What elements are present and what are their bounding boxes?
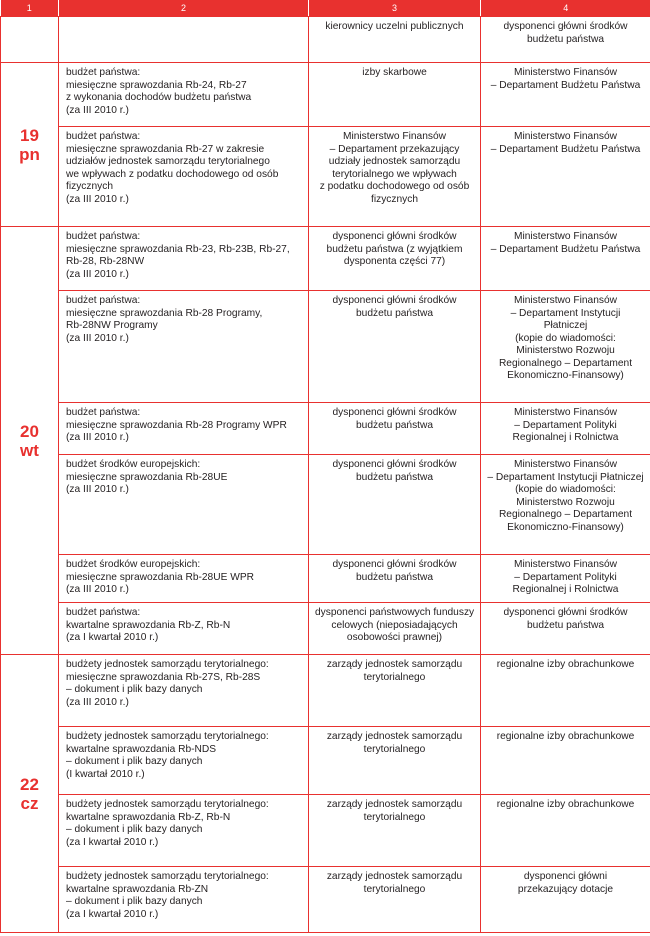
cell-line: – Departament Polityki [514, 571, 617, 583]
submitter-cell [309, 63, 481, 127]
cell-line: budżety jednostek samorządu terytorialnego: [66, 659, 269, 670]
cell-line: budżety jednostek samorządu terytorialnego: [66, 731, 269, 742]
cell-line: budżet środków europejskich: [66, 559, 201, 570]
table-row [1, 655, 650, 727]
header-row [1, 0, 650, 17]
cell-line: miesięczne sprawozdania Rb-23, Rb-23B, Rb-27, [66, 243, 290, 255]
cell-line: budżety jednostek samorządu terytorialnego: [66, 799, 269, 810]
submitter-cell [309, 867, 481, 933]
cell-line: – Departament Instytucji [510, 307, 621, 319]
table-row [1, 555, 650, 603]
cell-line: budżetu państwa [526, 33, 605, 45]
cell-line: terytorialnego [363, 883, 426, 895]
day-number: 20 [20, 421, 39, 441]
cell-line: kierownicy uczelni publicznych [325, 21, 464, 32]
cell-line: – Departament Instytucji Płatniczej [487, 471, 644, 483]
cell-line: Ministerstwo Rozwoju [516, 496, 615, 508]
cell-line: kwartalne sprawozdania Rb-Z, Rb-N [66, 811, 231, 823]
cell-line: (za III 2010 r.) [66, 332, 129, 344]
cell-line: (za I kwartał 2010 r.) [66, 632, 159, 643]
cell-line: (za III 2010 r.) [66, 696, 129, 708]
cell-line: – Departament przekazujący [329, 143, 460, 155]
cell-line: Ministerstwo Finansów [513, 231, 618, 242]
submitter-cell [309, 127, 481, 227]
cell-line: zarządy jednostek samorządu [326, 871, 463, 882]
cell-line: budżet państwa: [66, 607, 141, 618]
day-name: pn [19, 144, 40, 164]
cell-line: (za III 2010 r.) [66, 104, 129, 116]
report-description [59, 403, 309, 455]
cell-line: Regionalnej i Rolnictwa [512, 584, 619, 595]
cell-line: (za III 2010 r.) [66, 268, 129, 280]
table-row [1, 867, 650, 933]
cell-line: miesięczne sprawozdania Rb-28UE [66, 471, 228, 483]
cell-line: budżetu państwa [355, 571, 434, 583]
cell-line: dysponenci główni środków [332, 559, 457, 570]
cell-line: dysponenci główni środków [503, 21, 628, 32]
cell-line: kwartalne sprawozdania Rb-Z, Rb-N [66, 619, 231, 631]
submitter-cell [309, 795, 481, 867]
submitter-cell [309, 655, 481, 727]
recipient-cell [481, 867, 650, 933]
table-row [1, 403, 650, 455]
cell-line: izby skarbowe [362, 67, 427, 78]
cell-line: Rb-28NW Programy [66, 320, 158, 331]
cell-line: (kopie do wiadomości: [515, 332, 616, 344]
cell-line: budżetu państwa (z wyjątkiem [326, 243, 463, 255]
cell-line: Ministerstwo Finansów [513, 459, 618, 470]
column-header-2: 2 [59, 0, 309, 17]
cell-line: udziały jednostek samorządu [328, 156, 461, 167]
table-row [1, 795, 650, 867]
report-description [59, 727, 309, 795]
cell-line: miesięczne sprawozdania Rb-24, Rb-27 [66, 79, 247, 91]
cell-line: zarządy jednostek samorządu [326, 731, 463, 742]
report-description [59, 127, 309, 227]
cell-line: – dokument i plik bazy danych [66, 896, 203, 907]
cell-line: z podatku dochodowego od osób [319, 181, 470, 192]
cell-line: – Departament Budżetu Państwa [490, 243, 641, 255]
cell-line: terytorialnego [363, 811, 426, 823]
table-row [1, 727, 650, 795]
cell-line: fizycznych [66, 181, 113, 192]
report-description [59, 291, 309, 403]
cell-line: (kopie do wiadomości: [515, 484, 616, 495]
cell-line: dysponenci główni [523, 871, 608, 882]
submitter-cell [309, 603, 481, 655]
recipient-cell [481, 555, 650, 603]
table-row [1, 291, 650, 403]
table-row [1, 63, 650, 127]
cell-line: budżetu państwa [355, 307, 434, 319]
cell-line: dysponenci główni środków [332, 407, 457, 418]
cell-line: Ministerstwo Finansów [513, 67, 618, 78]
report-description [59, 227, 309, 291]
cell-line: (za III 2010 r.) [66, 484, 129, 495]
cell-line: Ministerstwo Finansów [513, 295, 618, 306]
column-header-1: 1 [1, 0, 59, 17]
recipient-cell [481, 127, 650, 227]
cell-line: terytorialnego [363, 743, 426, 755]
recipient-cell [481, 455, 650, 555]
day-cell-empty [1, 17, 59, 63]
cell-line: budżet środków europejskich: [66, 459, 201, 470]
recipient-cell [481, 795, 650, 867]
cell-line: udziałów jednostek samorządu terytorialnego [66, 156, 270, 167]
cell-line: (za III 2010 r.) [66, 432, 129, 443]
cell-line: dysponenta części 77) [343, 256, 446, 267]
cell-line: (za III 2010 r.) [66, 584, 129, 595]
report-description [59, 867, 309, 933]
cell-line: budżet państwa: [66, 407, 141, 418]
cell-line: kwartalne sprawozdania Rb-NDS [66, 743, 217, 755]
cell-line: budżet państwa: [66, 231, 141, 242]
cell-line: – Departament Budżetu Państwa [490, 143, 641, 155]
day-cell [1, 63, 59, 227]
cell-line: (za I kwartał 2010 r.) [66, 836, 159, 848]
cell-line: Ministerstwo Finansów [513, 131, 618, 142]
recipient-cell [481, 603, 650, 655]
cell-line: budżetu państwa [355, 471, 434, 483]
cell-line: Ekonomiczno-Finansowy) [507, 370, 624, 381]
cell-line: dysponenci główni środków [332, 295, 457, 306]
recipient-cell [481, 655, 650, 727]
cell-line: regionalne izby obrachunkowe [496, 731, 635, 742]
cell-line: z wykonania dochodów budżetu państwa [66, 92, 252, 103]
recipient-cell [481, 63, 650, 127]
cell-line: budżety jednostek samorządu terytorialnego: [66, 871, 269, 882]
day-name: cz [20, 793, 39, 813]
cell-line: kwartalne sprawozdania Rb-ZN [66, 883, 209, 895]
cell-line: Ministerstwo Finansów [513, 407, 618, 418]
day-number: 19 [20, 125, 39, 145]
cell-line: miesięczne sprawozdania Rb-27S, Rb-28S [66, 671, 261, 683]
cell-line: we wpływach z podatku dochodowego od osób [66, 168, 279, 180]
cell-line: budżet państwa: [66, 295, 141, 306]
cell-line: Płatniczej [543, 320, 588, 331]
cell-line: dysponenci główni środków [332, 231, 457, 242]
report-description [59, 455, 309, 555]
cell-line: Ministerstwo Rozwoju [516, 345, 615, 356]
cell-line: Ministerstwo Finansów [513, 559, 618, 570]
day-number: 22 [20, 774, 39, 794]
column-header-3: 3 [309, 0, 481, 17]
recipient-cell [481, 227, 650, 291]
cell-line: terytorialnego [363, 671, 426, 683]
table-body [1, 17, 650, 933]
day-cell [1, 655, 59, 933]
cell-line: dysponenci główni środków [503, 607, 628, 618]
cell-line: (za I kwartał 2010 r.) [66, 908, 159, 920]
cell-line: regionalne izby obrachunkowe [496, 799, 635, 810]
cell-line: osobowości prawnej) [346, 632, 443, 643]
cell-line: dysponenci główni środków [332, 459, 457, 470]
cell-line: terytorialnego we wpływach [332, 168, 457, 180]
cell-line: – dokument i plik bazy danych [66, 756, 203, 767]
report-description [59, 655, 309, 727]
cell-line: – Departament Polityki [514, 419, 617, 431]
report-description [59, 795, 309, 867]
submitter-cell [309, 455, 481, 555]
cell-line: fizycznych [371, 193, 418, 205]
cell-line: budżet państwa: [66, 131, 141, 142]
cell-line: dysponenci państwowych funduszy [315, 607, 475, 618]
cell-line: miesięczne sprawozdania Rb-27 w zakresie [66, 143, 265, 155]
cell-line: Regionalnego – Departament [498, 357, 633, 369]
table-row [1, 227, 650, 291]
cell-line: budżetu państwa [526, 619, 605, 631]
column-header-4: 4 [481, 0, 650, 17]
recipient-cell [481, 17, 650, 63]
submitter-cell [309, 727, 481, 795]
cell-line: regionalne izby obrachunkowe [496, 659, 635, 670]
cell-line: Ekonomiczno-Finansowy) [507, 521, 624, 533]
submitter-cell [309, 555, 481, 603]
cell-line: Regionalnej i Rolnictwa [512, 432, 619, 443]
submitter-cell [309, 403, 481, 455]
table-row [1, 127, 650, 227]
cell-line: (za III 2010 r.) [66, 193, 129, 205]
cell-line: miesięczne sprawozdania Rb-28 Programy, [66, 307, 263, 319]
submitter-cell [309, 227, 481, 291]
report-description [59, 17, 309, 63]
recipient-cell [481, 727, 650, 795]
table-row [1, 17, 650, 63]
report-description [59, 603, 309, 655]
day-name: wt [20, 440, 39, 460]
cell-line: (I kwartał 2010 r.) [66, 768, 145, 780]
cell-line: zarządy jednostek samorządu [326, 799, 463, 810]
cell-line: budżetu państwa [355, 419, 434, 431]
cell-line: Ministerstwo Finansów [342, 131, 447, 142]
submitter-cell [309, 17, 481, 63]
cell-line: przekazujący dotacje [517, 883, 614, 895]
cell-line: – dokument i plik bazy danych [66, 824, 203, 835]
recipient-cell [481, 403, 650, 455]
cell-line: Regionalnego – Departament [498, 509, 633, 520]
recipient-cell [481, 291, 650, 403]
cell-line: celowych (nieposiadających [331, 619, 458, 631]
cell-line: miesięczne sprawozdania Rb-28UE WPR [66, 571, 254, 583]
cell-line: – Departament Budżetu Państwa [490, 79, 641, 91]
cell-line: – dokument i plik bazy danych [66, 684, 203, 695]
cell-line: miesięczne sprawozdania Rb-28 Programy WPR [66, 419, 287, 431]
report-description [59, 63, 309, 127]
table-row [1, 455, 650, 555]
cell-line: budżet państwa: [66, 67, 141, 78]
report-description [59, 555, 309, 603]
cell-line: Rb-28, Rb-28NW [66, 256, 145, 267]
table-row [1, 603, 650, 655]
cell-line: zarządy jednostek samorządu [326, 659, 463, 670]
day-cell [1, 227, 59, 655]
submitter-cell [309, 291, 481, 403]
